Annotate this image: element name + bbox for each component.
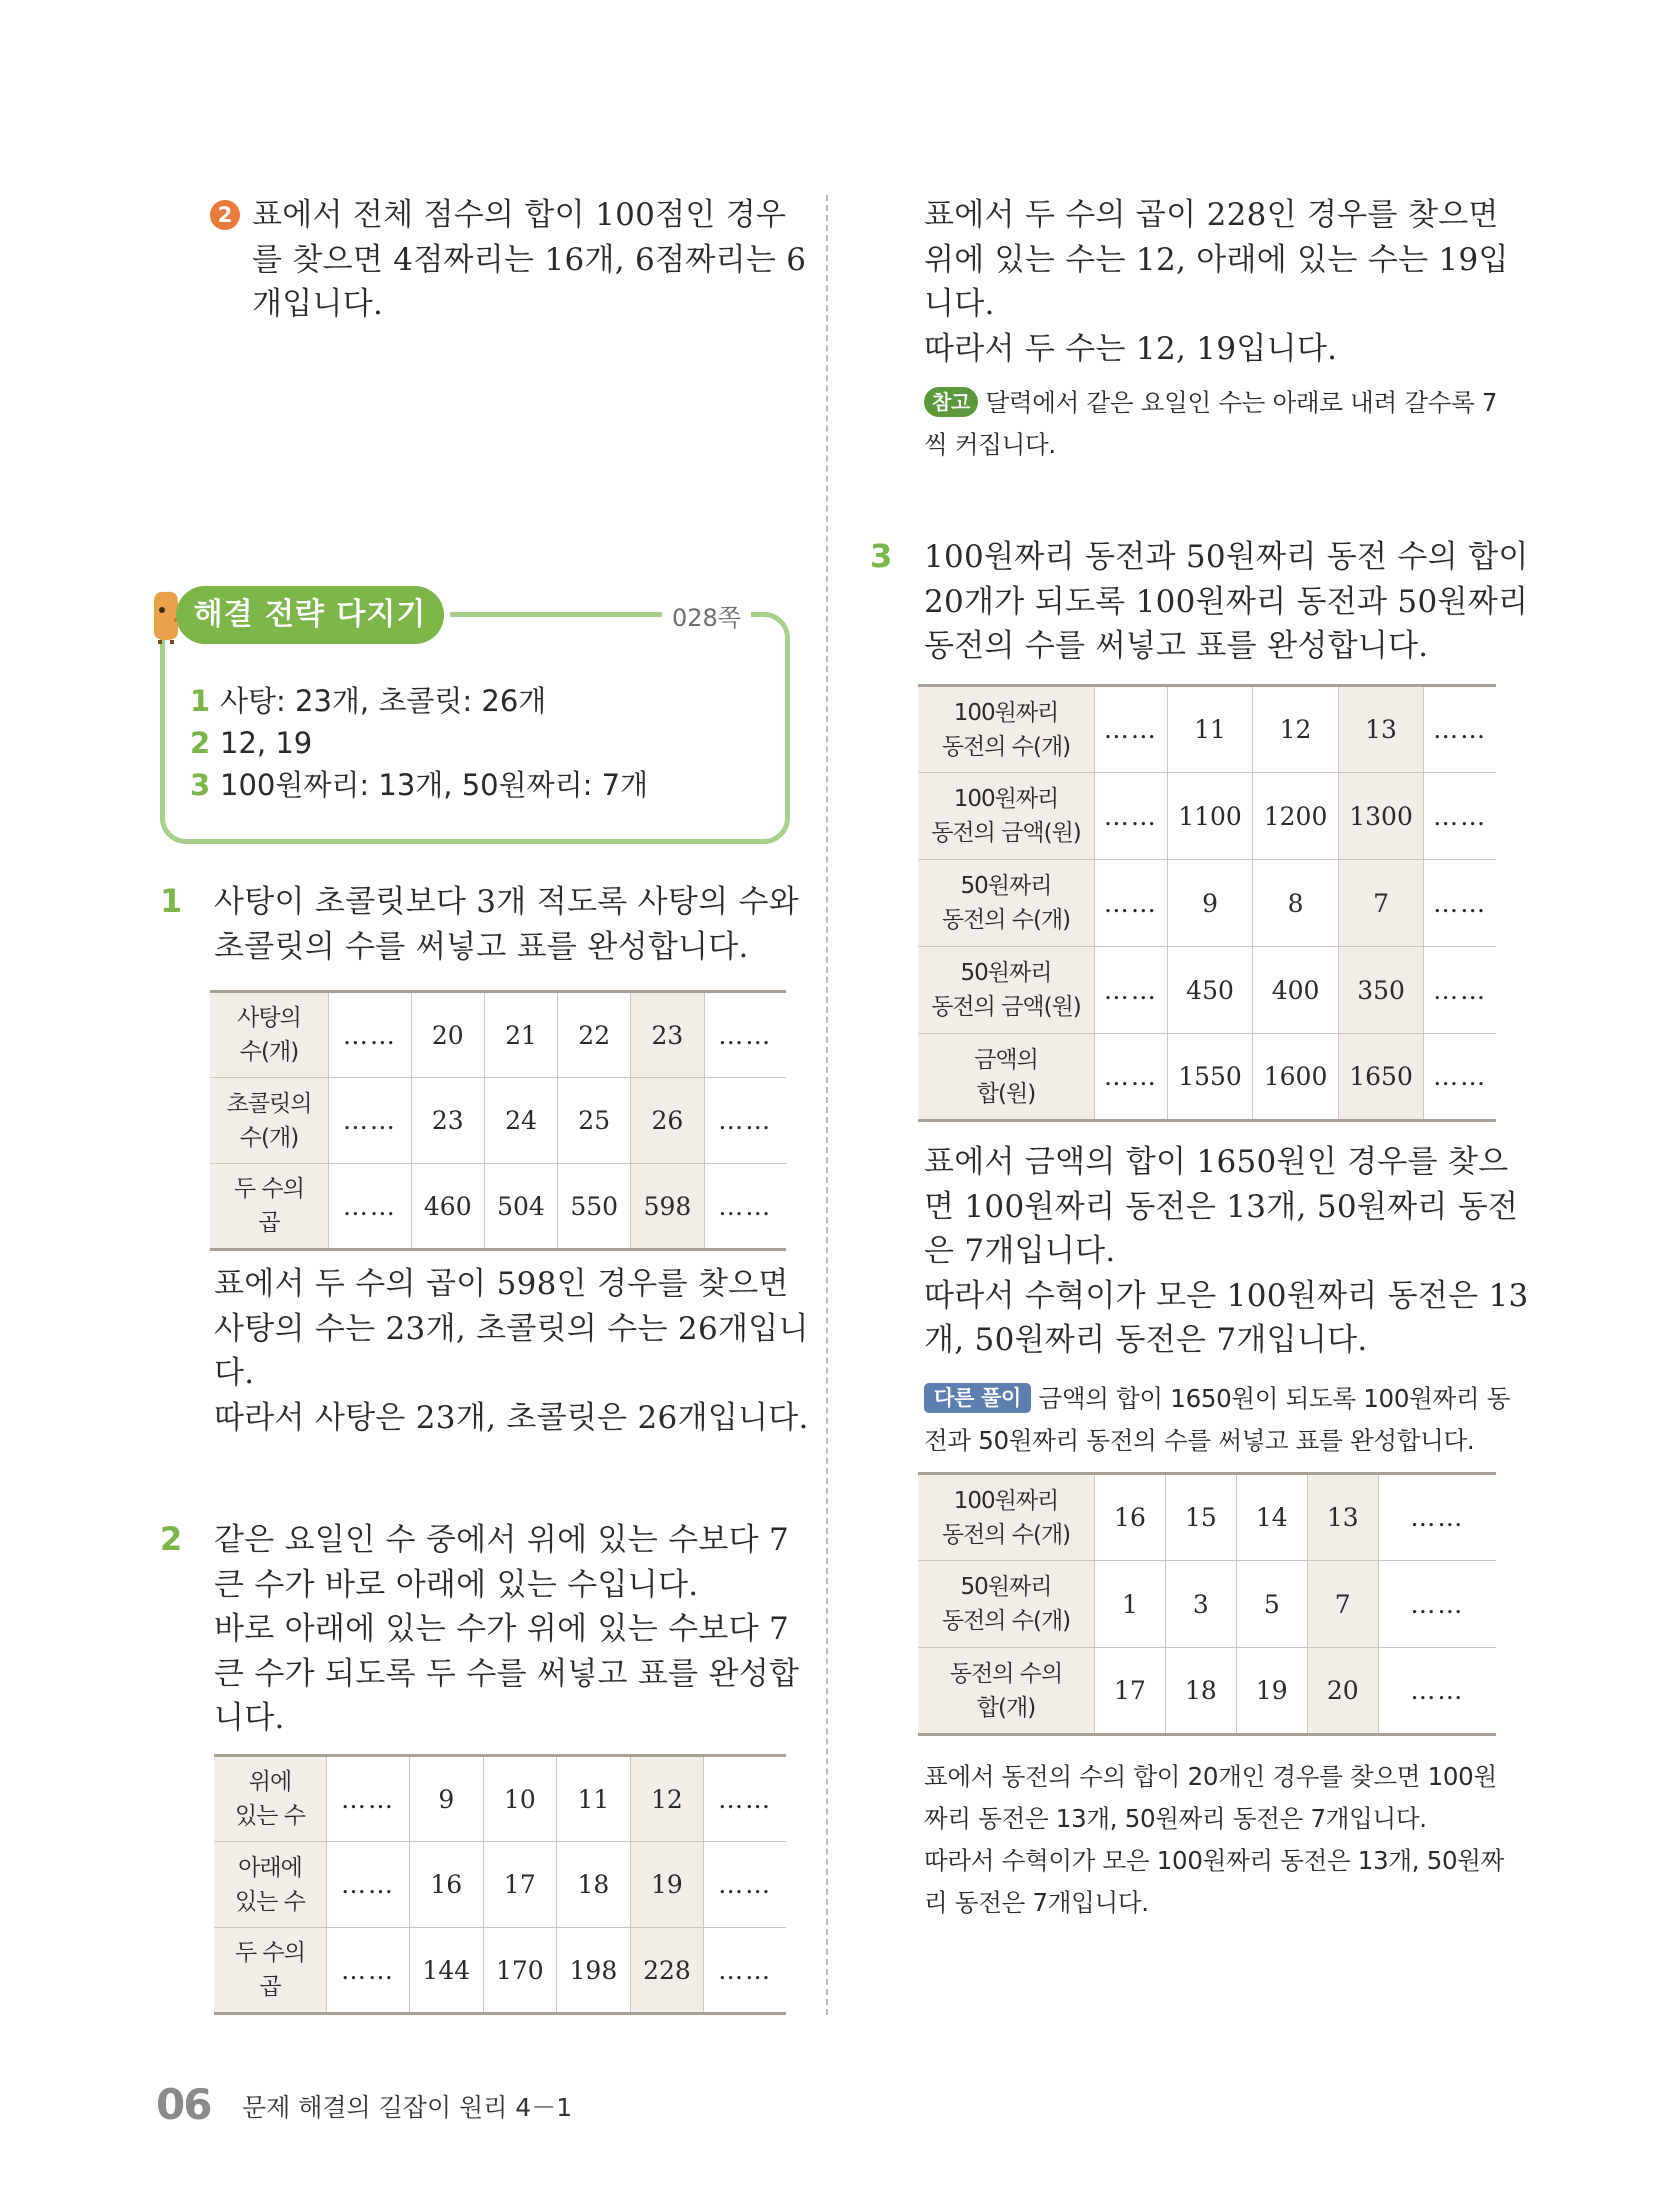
text-line: 니다. bbox=[924, 286, 995, 322]
table-row bbox=[918, 1034, 1496, 1121]
table-cell: 20 bbox=[411, 992, 484, 1078]
table-cell: …… bbox=[329, 1164, 412, 1250]
table-cell: …… bbox=[327, 1842, 410, 1928]
row-header: 두 수의 곱 bbox=[214, 1928, 327, 2014]
table-cell: 12 bbox=[630, 1756, 704, 1842]
table-cell: 350 bbox=[1338, 947, 1424, 1034]
text-span: 금액의 합이 1650원이 되도록 100원짜리 동 bbox=[1038, 1384, 1511, 1413]
table-cell: 9 bbox=[410, 1756, 484, 1842]
alternative-badge: 다른 풀이 bbox=[924, 1383, 1031, 1413]
text-line: 니다. bbox=[214, 1700, 285, 1736]
table-cell: 15 bbox=[1165, 1474, 1236, 1561]
text-line: 표에서 동전의 수의 합이 20개인 경우를 찾으면 100원 bbox=[924, 1762, 1497, 1791]
p3-answer bbox=[924, 1140, 1529, 1363]
table-cell: 22 bbox=[558, 992, 631, 1078]
table-row bbox=[918, 1474, 1496, 1561]
row-header: 아래에 있는 수 bbox=[214, 1842, 327, 1928]
problem-number: 3 bbox=[870, 537, 893, 575]
table-cell: …… bbox=[1378, 1474, 1496, 1561]
table-row bbox=[214, 1756, 786, 1842]
table-row bbox=[214, 1928, 786, 2014]
table-cell: 228 bbox=[630, 1928, 704, 2014]
table-cell: 1300 bbox=[1338, 773, 1424, 860]
row-header: 100원짜리 동전의 수(개) bbox=[918, 686, 1095, 773]
table-cell: 16 bbox=[410, 1842, 484, 1928]
table-cell: 19 bbox=[630, 1842, 704, 1928]
table-cell: 13 bbox=[1307, 1474, 1378, 1561]
column-divider bbox=[826, 195, 828, 2015]
row-header: 금액의 합(원) bbox=[918, 1034, 1095, 1121]
table-cell: 400 bbox=[1253, 947, 1339, 1034]
table-row bbox=[918, 773, 1496, 860]
table-cell: …… bbox=[704, 992, 786, 1078]
strategy-item bbox=[190, 680, 648, 722]
text-line: 100원짜리 동전과 50원짜리 동전 수의 합이 bbox=[924, 539, 1529, 575]
table-cell: …… bbox=[1095, 773, 1168, 860]
text-line bbox=[924, 1378, 1511, 1420]
strategy-item bbox=[190, 764, 648, 806]
table-cell: 1100 bbox=[1167, 773, 1253, 860]
table-cell: 25 bbox=[558, 1078, 631, 1164]
item-text: 12, 19 bbox=[220, 726, 313, 760]
text-line: 20개가 되도록 100원짜리 동전과 50원짜리 bbox=[924, 583, 1529, 620]
text-line: 를 찾으면 4점짜리는 16개, 6점짜리는 6 bbox=[252, 241, 807, 278]
table-cell: …… bbox=[1424, 860, 1496, 947]
text-line: 다. bbox=[214, 1355, 255, 1391]
text-line: 사탕의 수는 23개, 초콜릿의 수는 26개입니 bbox=[214, 1310, 809, 1347]
strategy-item bbox=[190, 722, 648, 764]
table-cell: …… bbox=[329, 992, 412, 1078]
item-text: 사탕: 23개, 초콜릿: 26개 bbox=[220, 684, 547, 718]
text-line: 리 동전은 7개입니다. bbox=[924, 1888, 1149, 1917]
table-cell: …… bbox=[329, 1078, 412, 1164]
table-cell: 1600 bbox=[1253, 1034, 1339, 1121]
table-cell: 7 bbox=[1307, 1561, 1378, 1648]
table-cell: 16 bbox=[1095, 1474, 1166, 1561]
table-row bbox=[918, 1561, 1496, 1648]
table-row bbox=[210, 992, 786, 1078]
text-line: 위에 있는 수는 12, 아래에 있는 수는 19입 bbox=[924, 241, 1509, 278]
table-cell: …… bbox=[1424, 773, 1496, 860]
text-line: 전과 50원짜리 동전의 수를 써넣고 표를 완성합니다. bbox=[924, 1426, 1475, 1455]
text-line: 면 100원짜리 동전은 13개, 50원짜리 동전 bbox=[924, 1188, 1519, 1225]
table-cell: 17 bbox=[1095, 1648, 1166, 1735]
table-cell: …… bbox=[327, 1928, 410, 2014]
table-cell: …… bbox=[704, 1928, 786, 2014]
table-cell: 1 bbox=[1095, 1561, 1166, 1648]
table-row bbox=[918, 686, 1496, 773]
table-cell: 24 bbox=[484, 1078, 557, 1164]
table-cell: 550 bbox=[558, 1164, 631, 1250]
table-cell: 10 bbox=[483, 1756, 557, 1842]
table-cell: …… bbox=[1095, 686, 1168, 773]
table-row bbox=[918, 947, 1496, 1034]
strategy-page-ref: 028쪽 bbox=[662, 598, 751, 633]
problem-number: 2 bbox=[160, 1520, 183, 1558]
text-line: 동전의 수를 써넣고 표를 완성합니다. bbox=[924, 628, 1429, 664]
table-cell: …… bbox=[327, 1756, 410, 1842]
table-cell: 19 bbox=[1236, 1648, 1307, 1735]
table-cell: 13 bbox=[1338, 686, 1424, 773]
p1-table bbox=[210, 990, 786, 1251]
table-cell: …… bbox=[1424, 686, 1496, 773]
table-cell: 7 bbox=[1338, 860, 1424, 947]
text-line: 따라서 수혁이가 모은 100원짜리 동전은 13개, 50원짜 bbox=[924, 1846, 1505, 1875]
text-line: 초콜릿의 수를 써넣고 표를 완성합니다. bbox=[214, 928, 749, 965]
table-cell: 598 bbox=[631, 1164, 704, 1250]
p2-table bbox=[214, 1754, 786, 2015]
table-cell: 1550 bbox=[1167, 1034, 1253, 1121]
text-line: 바로 아래에 있는 수가 위에 있는 수보다 7 bbox=[214, 1611, 790, 1647]
text-line: 표에서 두 수의 곱이 228인 경우를 찾으면 bbox=[924, 197, 1499, 233]
table-cell: …… bbox=[704, 1842, 786, 1928]
reference-note bbox=[924, 382, 1498, 466]
table-cell: 5 bbox=[1236, 1561, 1307, 1648]
text-line: 사탕이 초콜릿보다 3개 적도록 사탕의 수와 bbox=[214, 884, 799, 920]
strategy-title: 해결 전략 다지기 bbox=[176, 586, 444, 644]
table-row bbox=[918, 860, 1496, 947]
table-cell: 18 bbox=[1165, 1648, 1236, 1735]
row-header: 100원짜리 동전의 금액(원) bbox=[918, 773, 1095, 860]
table-cell: 198 bbox=[557, 1928, 631, 2014]
text-line: 표에서 두 수의 곱이 598인 경우를 찾으면 bbox=[214, 1266, 789, 1302]
text-line: 따라서 수혁이가 모은 100원짜리 동전은 13 bbox=[924, 1277, 1529, 1314]
table-cell: 460 bbox=[411, 1164, 484, 1250]
alternative-solution-note bbox=[924, 1378, 1511, 1462]
text-line: 표에서 금액의 합이 1650원인 경우를 찾으 bbox=[924, 1144, 1509, 1180]
row-header: 초콜릿의 수(개) bbox=[210, 1078, 329, 1164]
item-number: 1 bbox=[190, 684, 211, 718]
final-answer bbox=[924, 1756, 1505, 1924]
page-number: 06 bbox=[156, 2080, 211, 2129]
p1-answer bbox=[214, 1262, 809, 1440]
circled-number-2: 2 bbox=[210, 200, 240, 230]
table-cell: 9 bbox=[1167, 860, 1253, 947]
row-header: 동전의 수의 합(개) bbox=[918, 1648, 1095, 1735]
p1-paragraph bbox=[214, 880, 799, 969]
problem-number: 1 bbox=[160, 882, 183, 920]
table-cell: 504 bbox=[484, 1164, 557, 1250]
table-row bbox=[210, 1078, 786, 1164]
table-cell: …… bbox=[1095, 1034, 1168, 1121]
p2-paragraph bbox=[214, 1518, 800, 1741]
text-line: 개, 50원짜리 동전은 7개입니다. bbox=[924, 1322, 1368, 1358]
table-cell: 23 bbox=[411, 1078, 484, 1164]
table-cell: 14 bbox=[1236, 1474, 1307, 1561]
table-cell: 170 bbox=[483, 1928, 557, 2014]
table-cell: …… bbox=[1095, 947, 1168, 1034]
table-cell: 1650 bbox=[1338, 1034, 1424, 1121]
row-header: 사탕의 수(개) bbox=[210, 992, 329, 1078]
table-cell: …… bbox=[1378, 1648, 1496, 1735]
table-cell: 17 bbox=[483, 1842, 557, 1928]
table-cell: 20 bbox=[1307, 1648, 1378, 1735]
book-title: 문제 해결의 길잡이 원리 4－1 bbox=[242, 2093, 573, 2122]
text-line: 같은 요일인 수 중에서 위에 있는 수보다 7 bbox=[214, 1522, 790, 1558]
table-cell: …… bbox=[1095, 860, 1168, 947]
table-cell: 144 bbox=[410, 1928, 484, 2014]
reference-badge: 참고 bbox=[924, 387, 978, 417]
text-line bbox=[924, 382, 1498, 424]
text-line: 표에서 전체 점수의 합이 100점인 경우 bbox=[252, 197, 787, 233]
table-cell: 26 bbox=[631, 1078, 704, 1164]
row-header: 100원짜리 동전의 수(개) bbox=[918, 1474, 1095, 1561]
text-line: 큰 수가 되도록 두 수를 써넣고 표를 완성합 bbox=[214, 1655, 800, 1692]
p3-table bbox=[918, 684, 1496, 1122]
table-cell: …… bbox=[704, 1164, 786, 1250]
intro-paragraph bbox=[252, 193, 807, 327]
row-header: 50원짜리 동전의 수(개) bbox=[918, 1561, 1095, 1648]
table-cell: 23 bbox=[631, 992, 704, 1078]
row-header: 두 수의 곱 bbox=[210, 1164, 329, 1250]
p3-alternative-table bbox=[918, 1472, 1496, 1736]
table-row bbox=[210, 1164, 786, 1250]
table-cell: 12 bbox=[1253, 686, 1339, 773]
item-number: 3 bbox=[190, 768, 211, 802]
table-cell: 3 bbox=[1165, 1561, 1236, 1648]
item-number: 2 bbox=[190, 726, 211, 760]
p3-paragraph bbox=[924, 535, 1529, 669]
table-cell: …… bbox=[1378, 1561, 1496, 1648]
row-header: 50원짜리 동전의 수(개) bbox=[918, 860, 1095, 947]
table-cell: 11 bbox=[557, 1756, 631, 1842]
strategy-answer-list bbox=[190, 680, 648, 806]
table-cell: 450 bbox=[1167, 947, 1253, 1034]
table-cell: …… bbox=[1424, 1034, 1496, 1121]
text-line: 개입니다. bbox=[252, 286, 384, 322]
table-cell: …… bbox=[1424, 947, 1496, 1034]
table-cell: …… bbox=[704, 1078, 786, 1164]
row-header: 위에 있는 수 bbox=[214, 1756, 327, 1842]
text-line: 씩 커집니다. bbox=[924, 430, 1056, 459]
table-row bbox=[918, 1648, 1496, 1735]
text-line: 따라서 두 수는 12, 19입니다. bbox=[924, 330, 1338, 367]
table-row bbox=[214, 1842, 786, 1928]
item-text: 100원짜리: 13개, 50원짜리: 7개 bbox=[220, 768, 649, 802]
table-cell: 11 bbox=[1167, 686, 1253, 773]
table-cell: 8 bbox=[1253, 860, 1339, 947]
text-line: 큰 수가 바로 아래에 있는 수입니다. bbox=[214, 1566, 699, 1603]
text-line: 은 7개입니다. bbox=[924, 1233, 1116, 1269]
table-cell: …… bbox=[704, 1756, 786, 1842]
text-line: 따라서 사탕은 23개, 초콜릿은 26개입니다. bbox=[214, 1399, 809, 1436]
p2-continued bbox=[924, 193, 1509, 371]
table-cell: 21 bbox=[484, 992, 557, 1078]
text-line: 짜리 동전은 13개, 50원짜리 동전은 7개입니다. bbox=[924, 1804, 1427, 1833]
table-cell: 1200 bbox=[1253, 773, 1339, 860]
row-header: 50원짜리 동전의 금액(원) bbox=[918, 947, 1095, 1034]
table-cell: 18 bbox=[557, 1842, 631, 1928]
text-span: 달력에서 같은 요일인 수는 아래로 내려 갈수록 7 bbox=[985, 388, 1498, 417]
